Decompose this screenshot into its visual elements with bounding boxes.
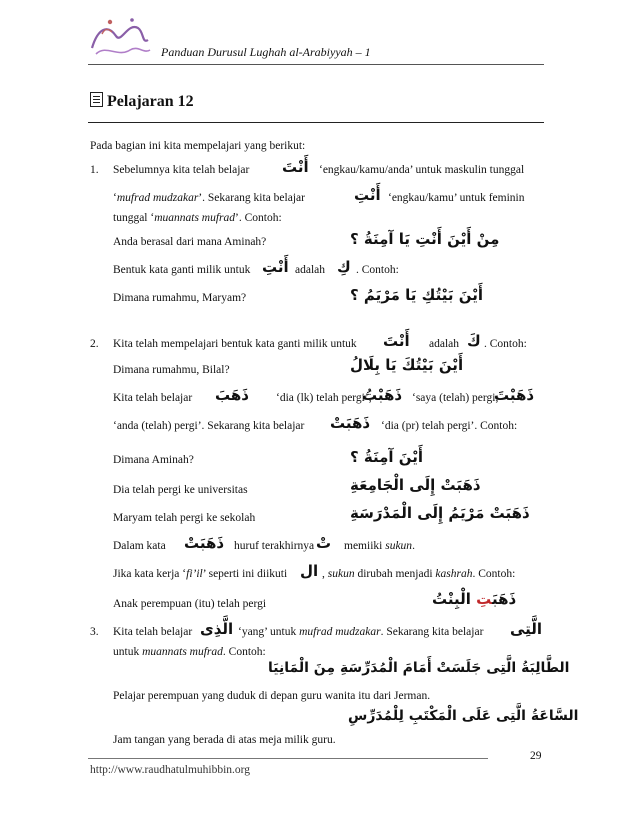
s2-line2-text-b: ‘dia (lk) telah pergi’,: [276, 392, 372, 404]
document-icon: [90, 92, 103, 107]
footer-rule: [88, 758, 488, 759]
s1-line1-text-b: ‘engkau/kamu/anda’ untuk maskulin tunggal: [319, 164, 525, 176]
lesson-title-row: [90, 92, 194, 111]
s2-line2-arabic-2: ذَهَبْتُ: [362, 386, 403, 404]
s2-line5-text-a: Jika kata kerja ‘fi’il’ seperti ini diikuti: [113, 568, 288, 580]
s2-line5-rest: , sukun dirubah menjadi kashrah. Contoh:: [322, 568, 516, 580]
section-2-number: 2.: [90, 338, 99, 350]
highlighted-kashrah: تِ: [476, 590, 493, 608]
s1-example1-translation: Anda berasal dari mana Aminah?: [113, 236, 267, 248]
section-3-number: 3.: [90, 626, 99, 638]
s2-example3-arabic: ذَهَبَتْ إِلَى الْجَامِعَةِ: [350, 476, 481, 494]
s2-line2-arabic-3: ذَهَبْتَ: [494, 386, 535, 404]
s2-example2-translation: Dimana Aminah?: [113, 454, 194, 466]
s1-line2-arabic: أَنْتِ: [354, 186, 381, 204]
s3-example1-arabic: الطَّالِبَةُ الَّتِى جَلَسَتْ أَمَامَ الْمُدَرِّسَةِ مِنَ الْمَانِيَا: [268, 660, 570, 676]
s1-pronoun-arabic-2: كِ: [337, 258, 351, 276]
s2-line1-text-b: adalah: [429, 338, 460, 350]
s3-line1-arabic-2: الَّتِى: [510, 620, 543, 638]
s1-pronoun-text-a: Bentuk kata ganti milik untuk: [113, 264, 251, 276]
s2-example3-translation: Dia telah pergi ke universitas: [113, 484, 248, 496]
s2-example2-arabic: أَيْنَ آمِنَةُ ؟: [350, 448, 424, 466]
s2-line3-arabic: ذَهَبَتْ: [330, 414, 371, 432]
s2-example4-arabic: ذَهَبَتْ مَرْيَمُ إِلَى الْمَدْرَسَةِ: [350, 504, 530, 522]
running-header: Panduan Durusul Lughah al-Arabiyyah – 1: [161, 45, 371, 59]
s2-line2-arabic-1: ذَهَبَ: [215, 386, 249, 404]
s2-line1-text-a: Kita telah mempelajari bentuk kata ganti milik untuk: [113, 338, 357, 350]
s2-example1-arabic: أَيْنَ بَيْتُكَ يَا بِلَالُ: [350, 356, 464, 374]
s2-line4-rest: memiiki sukun.: [344, 540, 415, 552]
s2-line4-text-b: huruf terakhirnya: [234, 540, 315, 552]
s1-example2-arabic: أَيْنَ بَيْتُكِ يَا مَرْيَمُ ؟: [350, 286, 483, 304]
s3-line1-arabic-1: الَّذِى: [200, 620, 234, 638]
s1-example1-arabic: مِنْ أَيْنَ أَنْتِ يَا آمِنَةُ ؟: [350, 230, 500, 248]
header-rule: [88, 64, 544, 65]
s1-line1-arabic: أَنْتَ: [282, 158, 309, 176]
s1-pronoun-text-c: . Contoh:: [356, 264, 399, 276]
s3-example2-arabic: السَّاعَةُ الَّتِى عَلَى الْمَكْتَبِ لِلْمُدَرِّسِ: [348, 708, 579, 724]
s3-line1-rest: ‘yang’ untuk mufrad mudzakar. Sekarang kita belajar: [238, 626, 484, 638]
title-rule: [88, 122, 544, 123]
s1-line2-text-c: ‘engkau/kamu’ untuk feminin: [388, 192, 525, 204]
s2-example5-translation: Anak perempuan (itu) telah pergi: [113, 598, 267, 610]
s1-example2-translation: Dimana rumahmu, Maryam?: [113, 292, 247, 304]
s2-line1-arabic-1: أَنْتَ: [383, 332, 410, 350]
section-1-number: 1.: [90, 164, 99, 176]
logo-calligraphy-icon: [88, 14, 154, 60]
s1-pronoun-arabic-1: أَنْتِ: [262, 258, 289, 276]
site-logo: [88, 14, 154, 60]
s2-line4-arabic-2: تْ: [316, 534, 332, 552]
page-number: 29: [530, 750, 542, 762]
footer-url[interactable]: http://www.raudhatulmuhibbin.org: [90, 764, 251, 776]
s1-pronoun-text-b: adalah: [295, 264, 326, 276]
s2-line1-arabic-2: كَ: [467, 332, 481, 350]
lesson-title: Pelajaran 12: [107, 93, 194, 110]
s2-line1-text-c: . Contoh:: [484, 338, 527, 350]
s2-line2-text-c: ‘saya (telah) pergi,: [412, 392, 499, 404]
s1-line2: ‘mufrad mudzakar’. Sekarang kita belajar: [113, 192, 305, 204]
s3-line1-text-a: Kita telah belajar: [113, 626, 193, 638]
s1-line3: tunggal ‘muannats mufrad’. Contoh:: [113, 212, 282, 224]
s2-line3-text-b: ‘dia (pr) telah pergi’. Contoh:: [381, 420, 518, 432]
s3-example1-translation: Pelajar perempuan yang duduk di depan guru wanita itu dari Jerman.: [113, 690, 431, 702]
s2-line4-arabic-1: ذَهَبَتْ: [184, 534, 225, 552]
s1-line1-text-a: Sebelumnya kita telah belajar: [113, 164, 250, 176]
s2-example1-translation: Dimana rumahmu, Bilal?: [113, 364, 230, 376]
intro-text: Pada bagian ini kita mempelajari yang berikut:: [90, 140, 306, 152]
s3-example2-translation: Jam tangan yang berada di atas meja milik guru.: [113, 734, 336, 746]
s2-line5-arabic: ال: [300, 562, 319, 580]
s2-line4-text-a: Dalam kata: [113, 540, 166, 552]
s2-line2-text-a: Kita telah belajar: [113, 392, 193, 404]
s2-example4-translation: Maryam telah pergi ke sekolah: [113, 512, 256, 524]
s2-line3-text-a: ‘anda (telah) pergi’. Sekarang kita belajar: [113, 420, 305, 432]
s2-example5-arabic: ذَهَبَتِ الْبِنْتُ: [432, 590, 517, 608]
s3-line2: untuk muannats mufrad. Contoh:: [113, 646, 266, 658]
